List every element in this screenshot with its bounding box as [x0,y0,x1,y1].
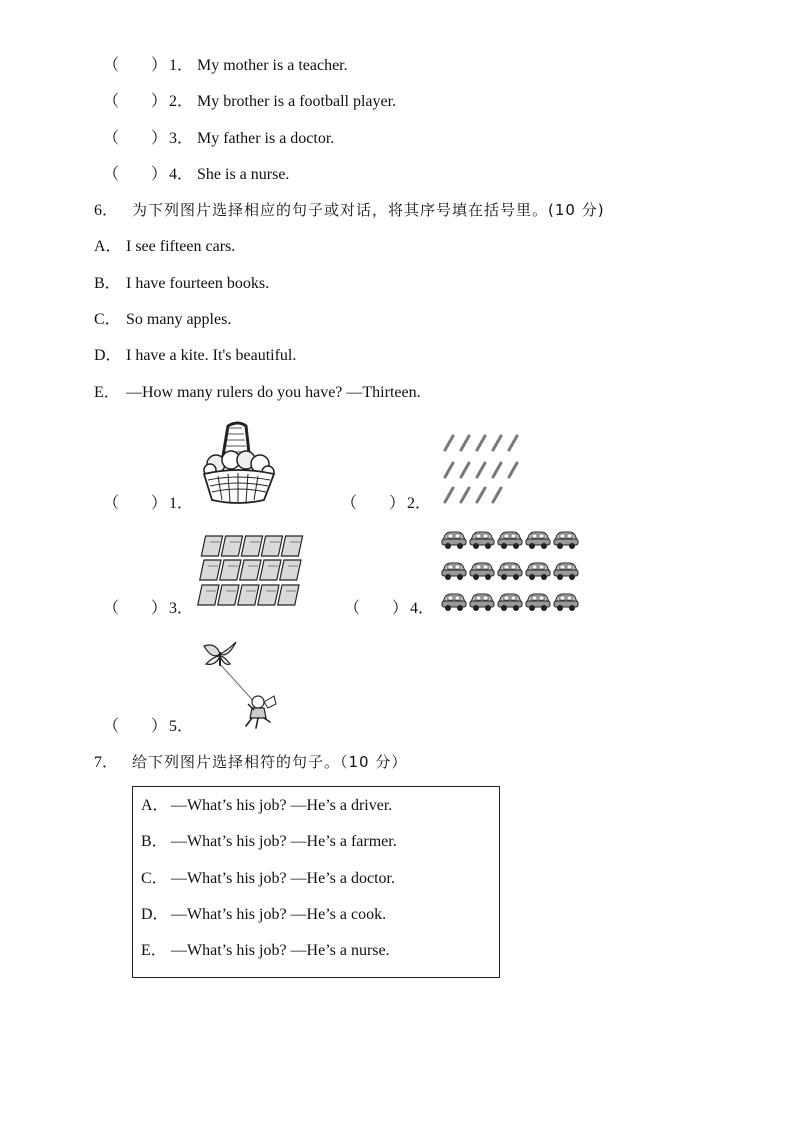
item-number: 5． [169,718,194,735]
answer-blank[interactable]: （ ） [103,495,168,512]
item-number: 1． [169,495,194,512]
section-instruction: 为下列图片选择相应的句子或对话，将其序号填在括号里。(10 分) [132,201,605,219]
option-text: —What’s his job? —He’s a driver. [171,797,393,814]
kite-picture [198,638,282,730]
answer-blank[interactable]: （ ） [103,57,168,74]
option-text: —What’s his job? —He’s a farmer. [171,833,397,850]
section7-options-box [132,786,500,978]
item-number: 1． [169,57,194,74]
section-number: 6． [94,202,119,219]
section7-heading [94,753,408,771]
answer-blank[interactable]: （ ） [103,600,168,617]
option-c [141,870,395,887]
option-text: —What’s his job? —He’s a cook. [171,906,387,923]
answer-blank[interactable]: （ ） [103,166,168,183]
option-text: I have fourteen books. [126,275,270,292]
item-text: My mother is a teacher. [197,57,348,74]
section-number: 7． [94,754,119,771]
item-number: 3． [169,600,194,617]
item-text: My father is a doctor. [197,130,335,147]
option-text: I have a kite. It's beautiful. [126,347,297,364]
option-letter: E． [141,942,167,959]
option-d [141,906,387,923]
item-number: 2． [407,495,432,512]
option-text: I see fifteen cars. [126,238,236,255]
option-letter: D． [141,906,169,923]
section6-heading [94,201,605,219]
option-e [141,942,390,959]
option-b [94,275,270,292]
option-text: So many apples. [126,311,232,328]
item-text: My brother is a football player. [197,93,397,110]
option-letter: B． [94,275,121,292]
apple-basket-picture [198,420,278,505]
option-text: —What’s his job? —He’s a doctor. [171,870,395,887]
option-letter: B． [141,833,168,850]
item-number: 2． [169,93,194,110]
option-letter: C． [141,870,168,887]
option-c [94,311,232,328]
answer-blank[interactable]: （ ） [103,718,168,735]
option-b [141,833,397,850]
answer-blank[interactable]: （ ） [103,93,168,110]
option-letter: E． [94,384,120,401]
rulers-picture [440,432,530,507]
section-instruction: 给下列图片选择相符的句子。（10 分） [132,753,408,771]
option-letter: D． [94,347,122,364]
option-a [94,238,236,255]
answer-blank[interactable]: （ ） [103,130,168,147]
answer-blank[interactable]: （ ） [344,600,409,617]
cars-picture [442,530,584,612]
books-picture [200,534,306,610]
option-e [94,384,421,401]
option-text: —How many rulers do you have? —Thirteen. [126,384,421,401]
option-d [94,347,297,364]
option-letter: A． [141,797,169,814]
option-text: —What’s his job? —He’s a nurse. [171,942,390,959]
item-text: She is a nurse. [197,166,290,183]
item-number: 4． [410,600,435,617]
option-a [141,797,393,814]
answer-blank[interactable]: （ ） [341,495,406,512]
item-number: 3． [169,130,194,147]
option-letter: C． [94,311,121,328]
option-letter: A． [94,238,122,255]
item-number: 4． [169,166,194,183]
